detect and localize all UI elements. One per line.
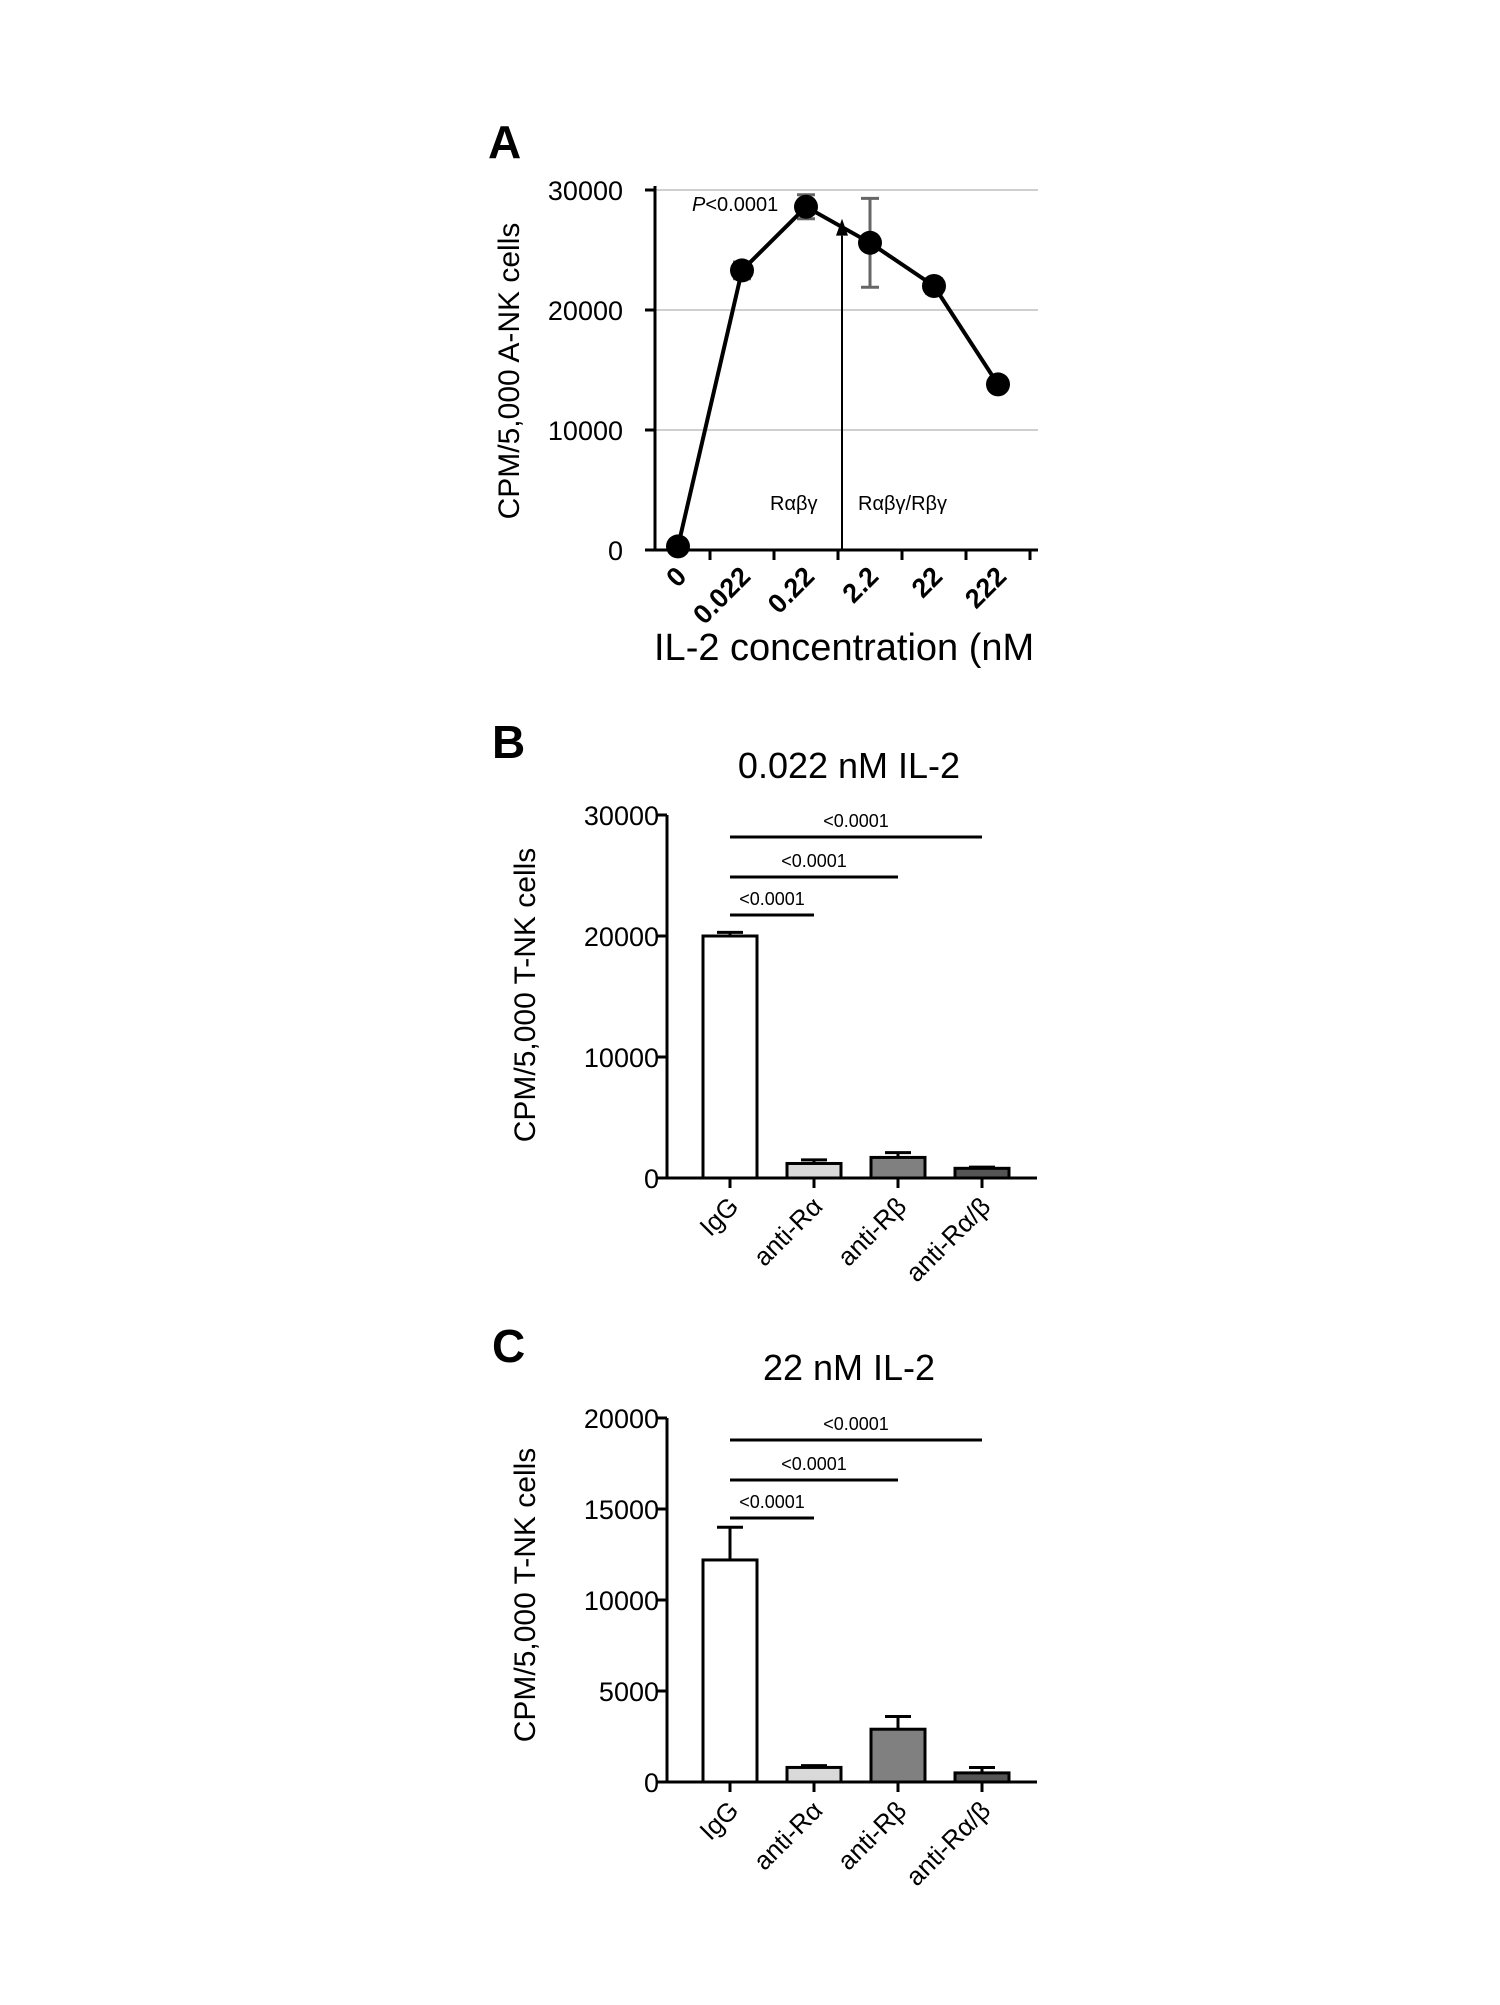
panel-c-x-tick-label: anti-Rα/β	[899, 1795, 997, 1892]
panel-b-y-tick-label: 10000	[583, 1043, 659, 1073]
panel-a-series-line	[678, 207, 998, 547]
panel-a-data-point	[794, 195, 818, 219]
panel-a-x-tick-label: 0	[660, 561, 693, 593]
panel-b-bar	[787, 1163, 841, 1178]
panel-a-pvalue-text: <0.0001	[705, 194, 779, 216]
panel-b-comparison-label: <0.0001	[739, 889, 805, 909]
panel-c-bar	[955, 1773, 1009, 1782]
panel-a-y-tick-label: 30000	[547, 176, 623, 206]
panel-c-y-tick-label: 15000	[583, 1495, 659, 1525]
panel-c-bar	[703, 1560, 757, 1782]
panel-c-comparison-label: <0.0001	[781, 1454, 847, 1474]
panel-a-pvalue	[692, 194, 778, 216]
panel-c-comparison-label: <0.0001	[739, 1492, 805, 1512]
panel-a-data-point	[986, 372, 1010, 396]
panel-c-x-tick-label: anti-Rα	[747, 1795, 829, 1876]
panel-a-x-tick-label: 222	[959, 561, 1013, 615]
panel-c-y-tick-label: 0	[643, 1768, 659, 1798]
panel-b-comparison-label: <0.0001	[823, 811, 889, 831]
panel-a-plot	[548, 176, 1038, 630]
panel-c-letter: C	[492, 1320, 526, 1372]
panel-a-region-right: Rαβγ/Rβγ	[858, 493, 948, 515]
panel-b-x-tick-label: anti-Rα/β	[899, 1191, 997, 1288]
panel-b-comparison-label: <0.0001	[781, 851, 847, 871]
panel-b-x-tick-label: anti-Rα	[747, 1191, 829, 1272]
panel-c-bar	[871, 1729, 925, 1782]
panel-a-pvalue-italic: P	[692, 194, 706, 216]
panel-a-letter: A	[488, 116, 522, 168]
panel-a-data-point	[922, 274, 946, 298]
panel-a-x-tick-label: 2.2	[836, 561, 885, 609]
panel-a-y-axis-label: CPM/5,000 A-NK cells	[493, 222, 526, 520]
panel-c-x-tick-label: anti-Rβ	[831, 1795, 913, 1876]
panel-c-bar	[787, 1767, 841, 1782]
panel-b-title: 0.022 nM IL-2	[737, 745, 961, 786]
panel-c-y-axis-label: CPM/5,000 T-NK cells	[509, 1447, 542, 1743]
panel-b-y-tick-label: 20000	[583, 922, 659, 952]
panel-c-y-tick-label: 5000	[598, 1677, 659, 1707]
panel-c-title: 22 nM IL-2	[762, 1347, 936, 1388]
panel-a-region-left: Rαβγ	[770, 493, 818, 515]
panel-b-bar	[871, 1157, 925, 1178]
panel-b-bar	[703, 936, 757, 1178]
panel-b-y-axis-label: CPM/5,000 T-NK cells	[509, 847, 542, 1143]
panel-c-comparison-label: <0.0001	[823, 1414, 889, 1434]
panel-b-x-tick-label: anti-Rβ	[831, 1191, 913, 1272]
panel-a-y-tick-label: 0	[607, 536, 623, 566]
panel-b-x-tick-label: IgG	[693, 1191, 745, 1242]
panel-a-data-point	[858, 231, 882, 255]
panel-b-y-tick-label: 0	[643, 1164, 659, 1194]
panel-b-letter: B	[492, 716, 526, 768]
panel-a-x-tick-label: 0.22	[761, 561, 821, 620]
panel-a-x-tick-label: 22	[905, 561, 949, 604]
panel-a-y-tick-label: 10000	[547, 416, 623, 446]
panel-b-plot	[584, 801, 1037, 1288]
panel-a-x-axis-label: IL-2 concentration (nM	[654, 627, 1035, 669]
panel-c-plot	[584, 1404, 1037, 1892]
panel-b-y-tick-label: 30000	[583, 801, 659, 831]
panel-a-data-point	[666, 534, 690, 558]
panel-c-y-tick-label: 20000	[583, 1404, 659, 1434]
panel-c-y-tick-label: 10000	[583, 1586, 659, 1616]
panel-a-x-tick-label: 0.022	[687, 561, 757, 631]
panel-b-bar	[955, 1168, 1009, 1178]
panel-c-x-tick-label: IgG	[693, 1795, 745, 1846]
panel-a-y-tick-label: 20000	[547, 296, 623, 326]
panel-a-data-point	[730, 258, 754, 282]
